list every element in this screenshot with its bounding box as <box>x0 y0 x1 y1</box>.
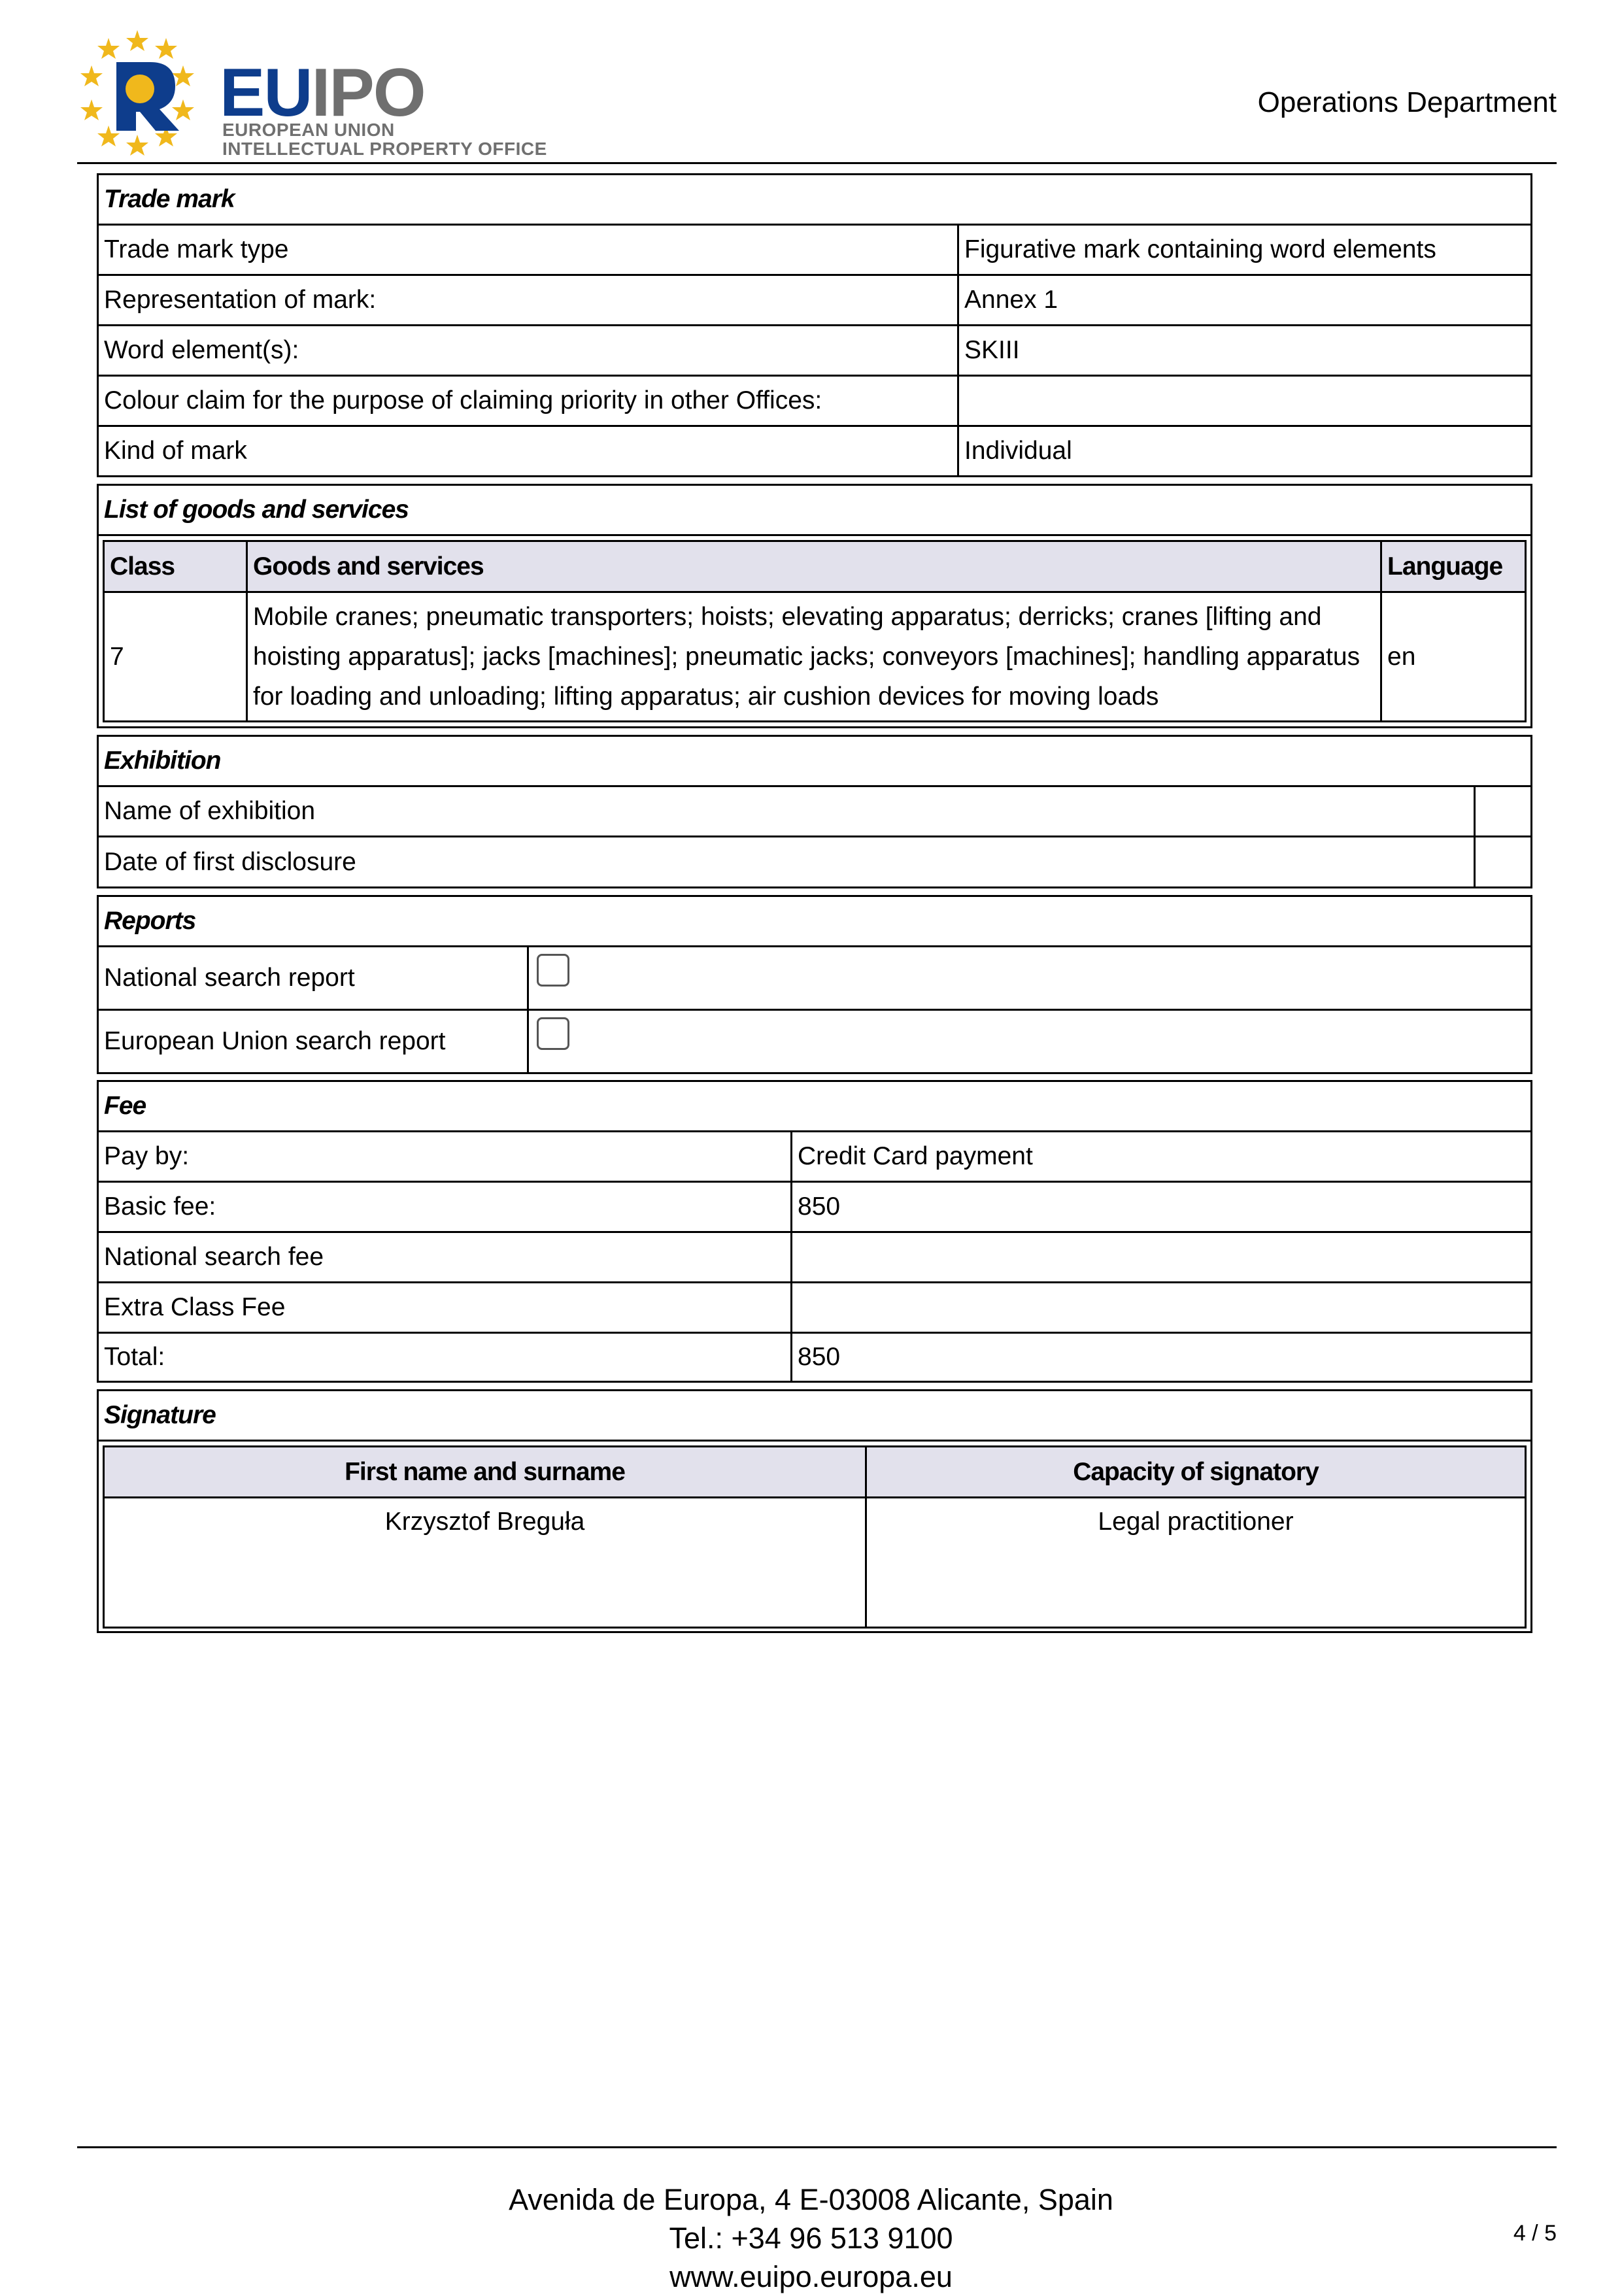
page-footer <box>0 2180 1622 2296</box>
table-row <box>99 276 1530 326</box>
national-search-report-checkbox[interactable] <box>537 954 569 987</box>
logo-ipo-text: IPO <box>311 55 425 131</box>
row-value: Annex 1 <box>957 276 1530 324</box>
page-number: 4 / 5 <box>1513 2221 1557 2246</box>
goods-services-section <box>97 484 1532 728</box>
row-label: Date of first disclosure <box>104 847 356 876</box>
goods-cell: Mobile cranes; pneumatic transporters; hoists; elevating apparatus; derricks; cranes [lifting and hoisting apparatus]; jacks [machines]; pneumatic jacks; conveyors [machines]; handling apparatus for loading and unloading; lifting apparatus; air cushion devices for moving loads <box>246 593 1380 720</box>
section-title: Reports <box>99 897 1530 947</box>
fee-section <box>97 1080 1532 1383</box>
signatory-capacity: Legal practitioner <box>865 1498 1525 1627</box>
table-row <box>99 427 1530 475</box>
signatory-name: Krzysztof Breguła <box>384 1508 585 1536</box>
table-row <box>99 1183 1530 1233</box>
column-header-language: Language <box>1380 542 1525 591</box>
row-value <box>527 947 1530 1009</box>
column-header-name: First name and surname <box>345 1457 625 1486</box>
header-divider <box>77 162 1557 164</box>
row-label: Word element(s): <box>104 336 299 364</box>
table-row <box>105 593 1525 720</box>
row-value <box>527 1011 1530 1072</box>
row-value <box>790 1233 1530 1281</box>
footer-address: Avenida de Europa, 4 E-03008 Alicante, Spain <box>509 2183 1113 2216</box>
row-value <box>957 377 1530 425</box>
row-value: Credit Card payment <box>790 1132 1530 1181</box>
column-header-capacity: Capacity of signatory <box>865 1447 1525 1496</box>
column-header-class: Class <box>110 552 175 581</box>
page-header <box>77 26 1557 162</box>
section-title: Trade mark <box>99 175 1530 226</box>
row-label: Pay by: <box>104 1142 190 1170</box>
footer-phone: Tel.: +34 96 513 9100 <box>669 2221 953 2255</box>
signature-section <box>97 1389 1532 1633</box>
table-header-row <box>105 1447 1525 1498</box>
footer-divider <box>77 2146 1557 2148</box>
row-label: National search report <box>104 964 355 992</box>
row-label: Trade mark type <box>104 235 289 263</box>
section-title: Fee <box>99 1082 1530 1132</box>
footer-website[interactable]: www.euipo.europa.eu <box>669 2260 953 2293</box>
table-row <box>99 1334 1530 1381</box>
section-title: Signature <box>99 1391 1530 1442</box>
logo-emblem-icon <box>77 26 208 160</box>
table-row <box>99 1011 1530 1072</box>
table-row <box>99 1132 1530 1183</box>
row-value: 850 <box>790 1183 1530 1231</box>
row-label: Extra Class Fee <box>104 1293 286 1321</box>
table-row <box>99 377 1530 427</box>
table-row <box>99 947 1530 1011</box>
column-header-goods: Goods and services <box>246 542 1380 591</box>
row-label: National search fee <box>104 1243 324 1271</box>
row-value: Figurative mark containing word elements <box>957 226 1530 274</box>
row-label: Colour claim for the purpose of claiming priority in other Offices: <box>104 386 822 414</box>
row-label: Basic fee: <box>104 1192 216 1221</box>
exhibition-section <box>97 735 1532 888</box>
section-title: Exhibition <box>99 737 1530 787</box>
section-title: List of goods and services <box>99 486 1530 536</box>
row-label: Representation of mark: <box>104 286 377 314</box>
row-label: European Union search report <box>104 1027 446 1055</box>
table-row <box>99 226 1530 276</box>
row-label: Total: <box>104 1343 165 1371</box>
eu-search-report-checkbox[interactable] <box>537 1017 569 1050</box>
table-row <box>99 837 1530 886</box>
table-row <box>99 326 1530 377</box>
table-header-row <box>105 542 1525 593</box>
signature-table <box>103 1445 1527 1629</box>
row-value: SKIII <box>957 326 1530 375</box>
row-label: Kind of mark <box>104 437 247 465</box>
table-row <box>105 1498 1525 1627</box>
logo-eu-text: EU <box>220 55 312 131</box>
row-value <box>1474 837 1530 886</box>
trade-mark-section <box>97 173 1532 477</box>
goods-table <box>103 540 1527 722</box>
department-name: Operations Department <box>1257 86 1557 118</box>
logo-line-1: EUROPEAN UNION <box>222 120 395 140</box>
table-row <box>99 1233 1530 1283</box>
language-cell: en <box>1380 593 1525 720</box>
row-value <box>1474 787 1530 836</box>
row-value: Individual <box>957 427 1530 475</box>
table-row <box>99 1283 1530 1334</box>
row-label: Name of exhibition <box>104 797 316 825</box>
logo-line-2: INTELLECTUAL PROPERTY OFFICE <box>222 139 547 159</box>
row-value: 850 <box>790 1334 1530 1381</box>
reports-section <box>97 895 1532 1074</box>
class-cell: 7 <box>110 642 124 671</box>
euipo-logo <box>77 26 547 160</box>
row-value <box>790 1283 1530 1332</box>
table-row <box>99 787 1530 837</box>
